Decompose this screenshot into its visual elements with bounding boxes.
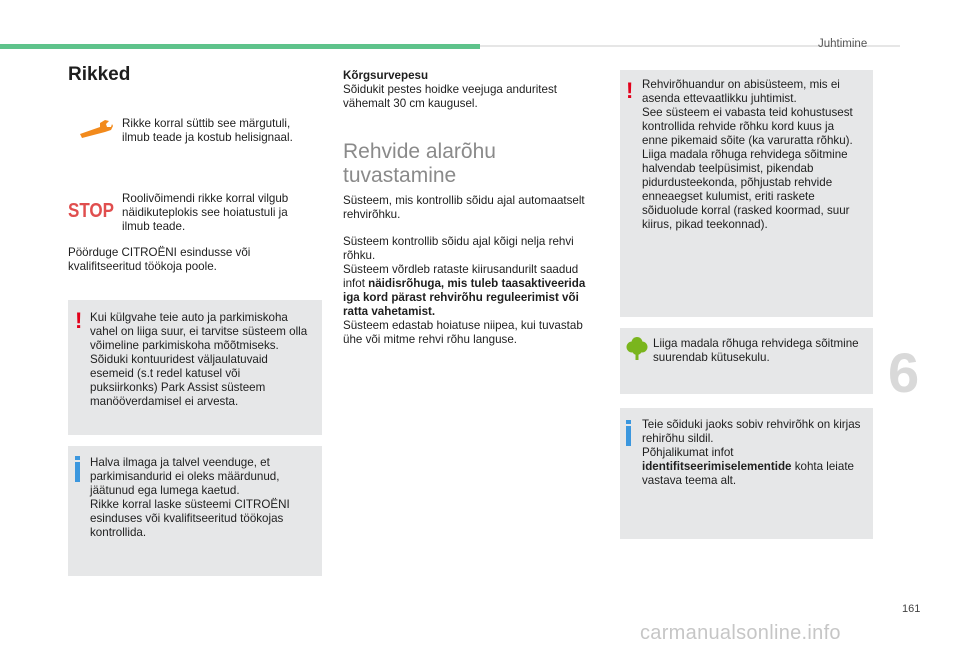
eco-tree-icon [626, 337, 648, 361]
header-accent-bar [0, 44, 480, 49]
info-box-tire-label [620, 408, 873, 539]
pressure-wash-text: Sõidukit pestes hoidke veejuga anduritest vähemalt 30 cm kaugusel. [343, 83, 557, 110]
identification-elements-link-text: identifitseerimiselementide [642, 460, 792, 473]
wrench-warning-text: Rikke korral süttib see märgutuli, ilmub teade ja kostub helisignaal. [122, 117, 293, 144]
tire-sensor-warning-text: Rehvirõhuandur on abisüsteem, mis ei asenda ettevaatlikku juhtimist. See süsteem ei vabasta teid kohustusest kontrollida rehvide rõhku kord kuus ja enne pikemaid sõite (ka varuratta rõhku). Liiga madala rõhuga rehvidega sõitmine halvendab teelpüsimist, pikendab pidurdusteekonda, põhjustab rehvide enneaegset kulumist, eriti raskete sõiduolude korral (rasked koormad, suur kiirus, pikad teekonnad). [642, 78, 853, 231]
info-icon [626, 420, 631, 448]
eco-box-fuel [620, 328, 873, 394]
tire-system-description: Süsteem kontrollib sõidu ajal kõigi nelja rehvi rõhku. Süsteem võrdleb rataste kiirusandurilt saadud infot näidisrõhuga, mis tuleb taasaktiveerida iga kord pärast rehvirõhu reguleerimist või ratta vahetamist. Süsteem edastab hoiatuse niipea, kui tuvastab ühe või mitme rehvi rõhu languse. [343, 235, 586, 346]
fuel-consumption-text: Liiga madala rõhuga rehvidega sõitmine suurendab kütusekulu. [653, 337, 859, 364]
wrench-icon [76, 114, 114, 140]
stop-label: STOP [68, 200, 114, 222]
warning-icon: ! [75, 308, 83, 333]
section-heading-tire-pressure: Rehvide alarõhu tuvastamine [343, 140, 496, 187]
watermark: carmanualsonline.info [640, 622, 841, 644]
tire-system-intro: Süsteem, mis kontrollib sõidu ajal automaatselt rehvirõhku. [343, 194, 585, 221]
info-icon [75, 456, 80, 484]
sensors-info-text: Halva ilmaga ja talvel veenduge, et parkimisandurid ei oleks määrdunud, jäätunud ega lumega kaetud. Rikke korral laske süsteemi CITROËNI esinduses või kvalifitseeritud töökojas kontrollida. [90, 456, 290, 539]
tire-label-info-text: Teie sõiduki jaoks sobiv rehvirõhk on kirjas rehirõhu sildil. Põhjalikumat infot identifitseerimiselementide kohta leiate vastava teema alt. [642, 418, 861, 487]
chapter-number: 6 [888, 341, 920, 404]
pressure-wash-title: Kõrgsurvepesu [343, 69, 429, 82]
warning-icon: ! [626, 78, 634, 103]
section-label: Juhtimine [818, 38, 868, 50]
steering-fault-text: Roolivõimendi rikke korral vilgub näidikuteplokis see hoiatustuli ja ilmub teade. [122, 192, 289, 233]
warning-box-tire-sensor [620, 70, 873, 317]
parking-warning-text: Kui külgvahe teie auto ja parkimiskoha vahel on liiga suur, ei tarvitse süsteem olla võimeline parkimiskoha mõõtmiseks. Sõiduki kontuuridest väljaulatuvaid esemeid (s.t redel katusel või puksiirkonks) Park Assist süsteem manööverdamisel ei arvesta. [90, 311, 308, 408]
page-number: 161 [902, 603, 921, 615]
stop-icon [68, 197, 114, 221]
page-title: Rikked [68, 64, 131, 85]
contact-dealer-text: Pöörduge CITROËNI esindusse või kvalifitseeritud töökoja poole. [68, 246, 251, 273]
info-box-sensors [68, 446, 322, 576]
reference-pressure-note: näidisrõhuga, mis tuleb taasaktiveerida iga kord pärast rehvirõhu reguleerimist või ratta vahetamist. [343, 277, 586, 318]
warning-box-parking [68, 300, 322, 435]
